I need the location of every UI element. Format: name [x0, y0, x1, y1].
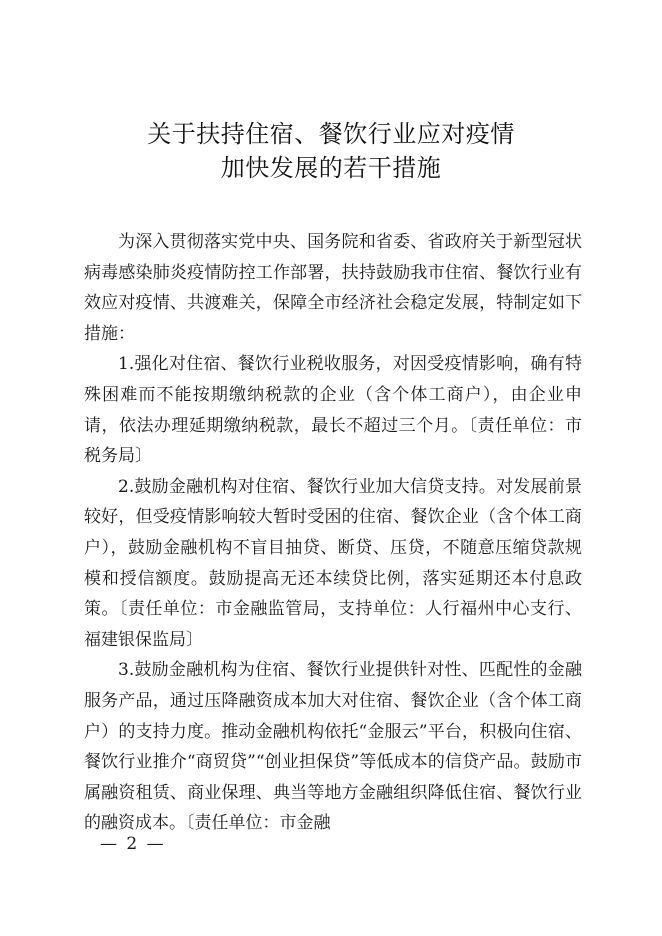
document-title-line-2: 加快发展的若干措施 — [220, 154, 442, 182]
measure-item-2: 2.鼓励金融机构对住宿、餐饮行业加大信贷支持。对发展前景较好，但受疫情影响较大暂时受困的住宿、餐饮企业（含个体工商户），鼓励金融机构不盲目抽贷、断贷、压贷，不随意压缩贷款规模和授信额度。鼓励提高无还本续贷比例，落实延期还本付息政策。〔责任单位：市金融监管局，支持单位：人行福州中心支行、福建银保监局〕 — [84, 476, 582, 650]
measure-item-3: 3.鼓励金融机构为住宿、餐饮行业提供针对性、匹配性的金融服务产品，通过压降融资成本加大对住宿、餐饮企业（含个体工商户）的支持力度。推动金融机构依托“金服云”平台，积极向住宿、餐饮行业推介“商贸贷”“创业担保贷”等低成本的信贷产品。鼓励市属融资租赁、商业保理、典当等地方金融组织降低住宿、餐饮行业的融资成本。〔责任单位：市金融 — [84, 660, 582, 834]
measure-item-1: 1.强化对住宿、餐饮行业税收服务，对因受疫情影响，确有特殊困难而不能按期缴纳税款的企业（含个体工商户），由企业申请，依法办理延期缴纳税款，最长不超过三个月。〔责任单位：市税务局〕 — [84, 354, 582, 467]
page-number: — 2 — — [100, 834, 166, 854]
document-title-line-1: 关于扶持住宿、餐饮行业应对疫情 — [147, 120, 515, 148]
document-body — [84, 227, 582, 839]
intro-paragraph: 为深入贯彻落实党中央、国务院和省委、省政府关于新型冠状病毒感染肺炎疫情防控工作部署，扶持鼓励我市住宿、餐饮行业有效应对疫情、共渡难关，保障全市经济社会稳定发展，特制定如下措施： — [84, 232, 582, 344]
